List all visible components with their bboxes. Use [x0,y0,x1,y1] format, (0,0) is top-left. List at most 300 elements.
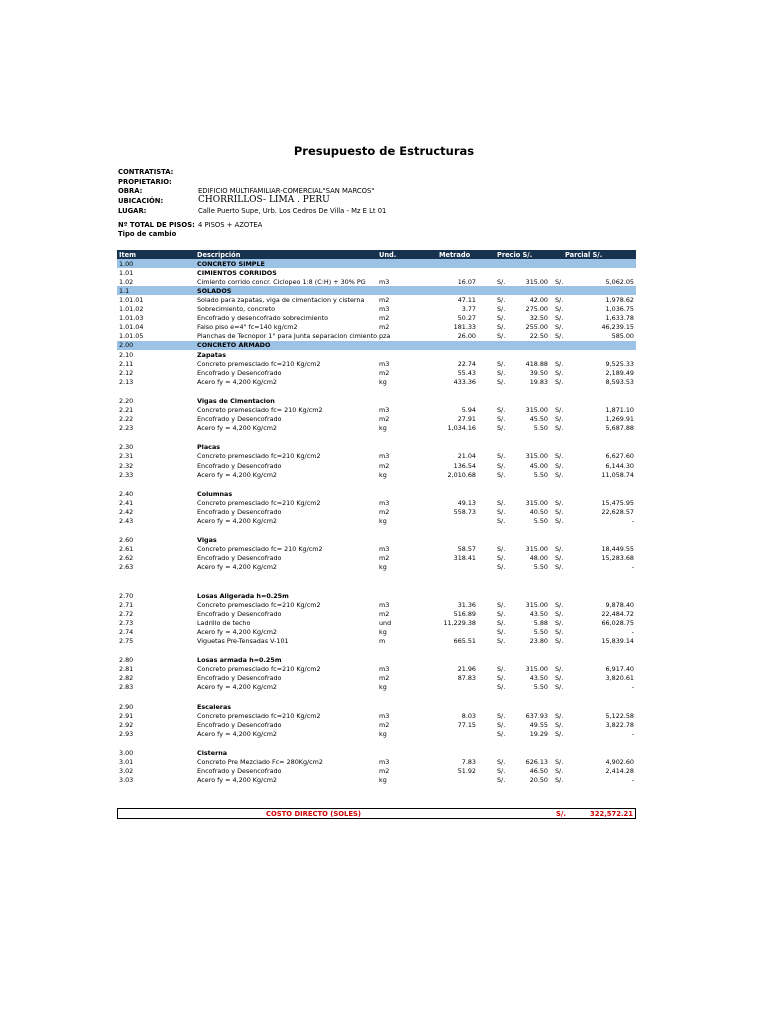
item-metrado: 58.57 [457,545,476,554]
price-currency: S/. [497,637,506,645]
item-code: 2.74 [119,627,134,636]
item-unit: kg [379,776,387,785]
partial-currency: S/. [555,368,564,377]
item-price: 43.50 [529,609,548,618]
item-unit: m3 [379,758,390,766]
item-price: 5.88 [533,618,548,627]
item-description: Concreto premesclado fc=210 Kg/cm2 [197,359,321,368]
item-metrado: 49.13 [457,498,476,507]
item-unit: kg [379,424,387,433]
obra-value: EDIFICIO MULTIFAMILIAR-COMERCIAL"SAN MARCOS" [198,187,375,195]
item-code: 1.01.03 [119,314,144,323]
item-code: 2.40 [119,489,134,498]
partial-currency: S/. [555,517,564,525]
item-unit: m3 [379,305,390,313]
item-partial: 15,475.95 [601,498,634,507]
item-partial: 1,036.75 [605,305,634,313]
contratista-label: CONTRATISTA: [118,168,174,176]
table-row [117,517,636,526]
table-row [117,674,636,683]
item-price: 255.00 [525,323,548,332]
item-description: Concreto Pre Mezclado Fc= 280Kg/cm2 [197,758,323,766]
item-metrado: 318.41 [453,554,476,563]
item-partial: 15,283.68 [601,554,634,563]
section-row [117,341,636,350]
partial-currency: S/. [555,758,564,766]
item-unit: kg [379,683,387,692]
item-code: 2.75 [119,637,134,645]
lugar-value: Calle Puerto Supe, Urb. Los Cedros De Villa - Mz E Lt 01 [198,207,387,215]
item-description: Acero fy = 4,200 Kg/cm2 [197,424,278,433]
item-code: 2.73 [119,618,134,627]
item-unit: m3 [379,452,390,461]
partial-currency: S/. [555,627,564,636]
item-metrado: 8.03 [461,711,476,720]
section-row [117,286,636,295]
item-code: 2.41 [119,498,134,507]
item-code: 2.32 [119,461,134,470]
item-price: 315.00 [525,277,548,286]
item-price: 418.88 [525,359,548,368]
item-code: 2.42 [119,507,134,516]
item-price: 315.00 [525,452,548,461]
item-price: 49.55 [529,720,548,729]
item-metrado: 87.83 [457,674,476,683]
price-currency: S/. [497,517,506,525]
item-description: Acero fy = 4,200 Kg/cm2 [197,729,278,738]
item-partial: 2,414.28 [605,767,634,776]
table-row [117,443,636,452]
item-description: Cimiento corrido concr. Ciclopeo 1:8 (C:H) + 30% PG [197,277,366,286]
item-unit: m2 [379,368,390,377]
item-price: 46.50 [529,767,548,776]
price-currency: S/. [497,609,506,618]
item-partial: 6,627.60 [605,452,634,461]
table-row [117,627,636,636]
price-currency: S/. [497,368,506,377]
item-description: Ladrillo de techo [197,618,251,627]
item-code: 2.82 [119,674,134,683]
partial-currency: S/. [555,729,564,738]
item-description: Losas armada h=0.25m [197,656,282,665]
partial-currency: S/. [555,545,564,554]
item-metrado: 27.91 [457,415,476,424]
item-code: 2.80 [119,656,134,665]
table-row [117,470,636,479]
table-row [117,683,636,692]
item-price: 315.00 [525,665,548,674]
item-partial: 22,628.57 [601,507,634,516]
table-row [117,729,636,738]
ubicacion-label: UBICACIÓN: [118,197,164,205]
item-code: 2.63 [119,563,134,572]
item-partial: 66,028.75 [601,618,634,627]
document-title: Presupuesto de Estructuras [293,144,475,158]
section-row [117,259,636,268]
item-partial: 9,525.33 [605,359,634,368]
item-description: Acero fy = 4,200 Kg/cm2 [197,517,278,525]
item-price: 23.80 [529,637,548,645]
item-partial: 9,878.40 [605,600,634,609]
item-price: 20.50 [529,776,548,785]
item-code: 2.71 [119,600,134,609]
item-description: Concreto premesclado fc=210 Kg/cm2 [197,665,321,674]
item-code: 1.01.05 [119,332,144,341]
item-price: 315.00 [525,545,548,554]
table-row [117,609,636,618]
item-description: Concreto premesclado fc=210 Kg/cm2 [197,711,321,720]
item-metrado: 21.96 [457,665,476,674]
item-partial: 5,687.88 [605,424,634,433]
col-item: Item [119,250,136,259]
table-row [117,277,636,286]
partial-currency: S/. [555,295,564,304]
item-metrado: 2,010.68 [447,470,476,479]
partial-currency: S/. [555,323,564,332]
item-code: 2.60 [119,536,134,545]
item-unit: kg [379,517,387,525]
price-currency: S/. [497,776,506,785]
price-currency: S/. [497,332,506,341]
item-description: Concreto premesclado fc=210 Kg/cm2 [197,498,321,507]
item-price: 5.50 [533,563,548,572]
item-unit: pza [379,332,391,341]
item-code: 2.62 [119,554,134,563]
table-row [117,554,636,563]
price-currency: S/. [497,452,506,461]
item-code: 2.43 [119,517,134,525]
partial-currency: S/. [555,674,564,683]
item-partial: - [631,627,634,636]
price-currency: S/. [497,314,506,323]
price-currency: S/. [497,461,506,470]
item-code: 1.01.01 [119,295,144,304]
table-row [117,406,636,415]
table-row [117,711,636,720]
price-currency: S/. [497,305,506,313]
item-partial: 11,058.74 [601,470,634,479]
price-currency: S/. [497,359,506,368]
partial-currency: S/. [555,720,564,729]
item-code: 2.31 [119,452,134,461]
partial-currency: S/. [555,277,564,286]
item-price: 19.29 [529,729,548,738]
item-price: 5.50 [533,424,548,433]
table-row [117,368,636,377]
table-row [117,452,636,461]
col-parcial: Parcial S/. [565,250,603,259]
item-code: 2.92 [119,720,134,729]
item-price: 43.50 [529,674,548,683]
item-partial: 15,839.14 [601,637,634,645]
price-currency: S/. [497,554,506,563]
table-row [117,507,636,516]
item-price: 5.50 [533,470,548,479]
item-code: 3.02 [119,767,134,776]
partial-currency: S/. [555,424,564,433]
item-partial: 2,189.49 [605,368,634,377]
item-metrado: 3.77 [461,305,476,313]
price-currency: S/. [497,665,506,674]
partial-currency: S/. [555,470,564,479]
partial-currency: S/. [555,683,564,692]
item-price: 275.00 [525,305,548,313]
item-unit: m2 [379,314,390,323]
item-partial: 8,593.53 [605,377,634,386]
item-partial: 6,917.40 [605,665,634,674]
table-row [117,545,636,554]
item-description: Encofrado y Desencofrado [197,609,282,618]
item-metrado: 16.07 [457,277,476,286]
item-metrado: 22.74 [457,359,476,368]
price-currency: S/. [497,729,506,738]
item-description: Viguetas Pre-Tensadas V-101 [197,637,289,645]
item-description: Acero fy = 4,200 Kg/cm2 [197,470,278,479]
item-metrado: 50.27 [457,314,476,323]
item-price: 42.00 [529,295,548,304]
item-price: 45.50 [529,415,548,424]
partial-currency: S/. [555,665,564,674]
table-row [117,323,636,332]
propietario-label: PROPIETARIO: [118,178,172,186]
item-partial: 585.00 [611,332,634,341]
item-description: Losas Aligerada h=0.25m [197,591,289,600]
item-partial: - [631,517,634,525]
item-metrado: 51.92 [457,767,476,776]
item-unit: m3 [379,277,390,286]
col-descripcion: Descripción [197,250,241,259]
pisos-label: Nº TOTAL DE PISOS: [118,221,195,229]
item-code: 1.01.02 [119,305,144,313]
price-currency: S/. [497,683,506,692]
item-code: 2.91 [119,711,134,720]
total-label: COSTO DIRECTO (SOLES) [266,809,362,818]
item-code: 2.83 [119,683,134,692]
table-row [117,498,636,507]
lugar-label: LUGAR: [118,207,147,215]
item-description: Acero fy = 4,200 Kg/cm2 [197,377,278,386]
table-row [117,618,636,627]
col-metrado: Metrado [439,250,471,259]
item-code: 2.13 [119,377,134,386]
item-description: Placas [197,443,221,452]
price-currency: S/. [497,470,506,479]
item-code: 2.22 [119,415,134,424]
item-metrado: 5.94 [461,406,476,414]
item-description: Encofrado y Desencofrado [197,674,282,683]
item-code: 2.90 [119,702,134,711]
partial-currency: S/. [555,554,564,563]
item-partial: 5,122.58 [605,711,634,720]
item-unit: m2 [379,609,390,618]
item-unit: kg [379,563,387,572]
item-metrado: 31.36 [457,600,476,609]
item-code: 3.01 [119,758,134,766]
item-description: Acero fy = 4,200 Kg/cm2 [197,563,278,572]
table-row [117,600,636,609]
item-description: Acero fy = 4,200 Kg/cm2 [197,627,278,636]
partial-currency: S/. [555,618,564,627]
item-code: 3.03 [119,776,134,785]
item-metrado: 21.04 [457,452,476,461]
price-currency: S/. [497,323,506,332]
table-row [117,415,636,424]
item-code: 3.00 [119,748,134,757]
partial-currency: S/. [555,305,564,313]
table-row [117,359,636,368]
item-metrado: 665.51 [453,637,476,645]
item-description: Encofrado y Desencofrado [197,368,282,377]
item-description: Encofrado y Desencofrado [197,461,282,470]
item-unit: m2 [379,674,390,683]
item-description: Planchas de Tecnopor 1" para Junta separacion cimiento [197,332,378,341]
item-description: Encofrado y Desencofrado [197,415,282,424]
ubicacion-value: CHORRILLOS- LIMA . PERU [198,195,330,205]
price-currency: S/. [497,600,506,609]
table-row [117,637,636,646]
table-row [117,424,636,433]
item-price: 19.83 [529,377,548,386]
item-partial: - [631,683,634,692]
item-metrado: 55.43 [457,368,476,377]
partial-currency: S/. [555,609,564,618]
item-code: 1.02 [119,277,134,286]
price-currency: S/. [497,618,506,627]
item-metrado: 47.11 [457,295,476,304]
item-partial: 6,144.30 [605,461,634,470]
item-code: 2.30 [119,443,134,452]
price-currency: S/. [497,563,506,572]
item-unit: kg [379,627,387,636]
table-row [117,396,636,405]
item-code: 2.61 [119,545,134,554]
item-unit: m3 [379,711,390,720]
pisos-value: 4 PISOS + AZOTEA [198,221,263,229]
item-price: 5.50 [533,627,548,636]
item-code: 1.1 [119,286,130,295]
partial-currency: S/. [555,406,564,414]
partial-currency: S/. [555,314,564,323]
item-metrado: 433.36 [453,377,476,386]
item-unit: m2 [379,323,390,332]
table-row [117,767,636,776]
item-unit: m2 [379,720,390,729]
item-partial: 3,820.61 [605,674,634,683]
item-unit: m3 [379,498,390,507]
item-description: Escaleras [197,702,232,711]
item-description: Vigas de Cimentacion [197,396,275,405]
item-code: 1.01 [119,268,134,277]
item-unit: m3 [379,665,390,674]
price-currency: S/. [497,545,506,554]
item-partial: 1,633.78 [605,314,634,323]
item-price: 39.50 [529,368,548,377]
price-currency: S/. [497,415,506,424]
col-und: Und. [379,250,397,259]
item-price: 40.50 [529,507,548,516]
item-unit: m2 [379,461,390,470]
table-row [117,563,636,572]
total-value: 322,572.21 [590,809,633,818]
item-description: Concreto premesclado fc= 210 Kg/cm2 [197,545,323,554]
table-header [117,250,636,259]
partial-currency: S/. [555,377,564,386]
item-partial: 1,871.10 [605,406,634,414]
partial-currency: S/. [555,461,564,470]
item-code: 2.72 [119,609,134,618]
price-currency: S/. [497,627,506,636]
item-price: 315.00 [525,600,548,609]
table-row [117,776,636,785]
total-currency: S/. [556,809,566,818]
item-description: Encofrado y desencofrado sobrecimiento [197,314,329,323]
item-partial: 3,822.78 [605,720,634,729]
item-unit: m3 [379,545,390,554]
partial-currency: S/. [555,452,564,461]
item-price: 22.50 [529,332,548,341]
item-description: Acero fy = 4,200 Kg/cm2 [197,683,278,692]
item-price: 315.00 [525,498,548,507]
price-currency: S/. [497,377,506,386]
item-description: Sobrecimiento, concreto [197,305,276,313]
item-description: Concreto premesclado fc=210 Kg/cm2 [197,452,321,461]
item-code: 2.12 [119,368,134,377]
item-description: CONCRETO ARMADO [197,341,271,350]
item-metrado: 1,034.16 [447,424,476,433]
item-price: 5.50 [533,683,548,692]
table-row [117,314,636,323]
item-price: 5.50 [533,517,548,525]
item-price: 315.00 [525,406,548,414]
item-code: 2.70 [119,591,134,600]
item-price: 32.50 [529,314,548,323]
cambio-label: Tipo de cambio [118,230,177,238]
item-partial: - [631,563,634,572]
item-unit: m2 [379,554,390,563]
price-currency: S/. [497,406,506,414]
table-row [117,350,636,359]
item-price: 637.93 [525,711,548,720]
item-code: 2.11 [119,359,134,368]
item-unit: m2 [379,415,390,424]
item-unit: kg [379,377,387,386]
table-row [117,656,636,665]
item-description: Concreto premesclado fc= 210 Kg/cm2 [197,406,323,414]
table-row [117,758,636,767]
item-unit: kg [379,729,387,738]
item-price: 45.00 [529,461,548,470]
item-metrado: 7.83 [461,758,476,766]
item-code: 2.93 [119,729,134,738]
item-code: 2.21 [119,406,134,414]
col-precio: Precio S/. [497,250,533,259]
partial-currency: S/. [555,711,564,720]
price-currency: S/. [497,720,506,729]
price-currency: S/. [497,507,506,516]
item-code: 1.01.04 [119,323,144,332]
item-unit: m2 [379,507,390,516]
table-row [117,295,636,304]
item-metrado: 558.73 [453,507,476,516]
total-row [117,808,636,819]
item-partial: 18,449.55 [601,545,634,554]
item-unit: kg [379,470,387,479]
item-description: SOLADOS [197,286,232,295]
item-unit: m2 [379,295,390,304]
table-row [117,665,636,674]
item-code: 2.81 [119,665,134,674]
partial-currency: S/. [555,332,564,341]
